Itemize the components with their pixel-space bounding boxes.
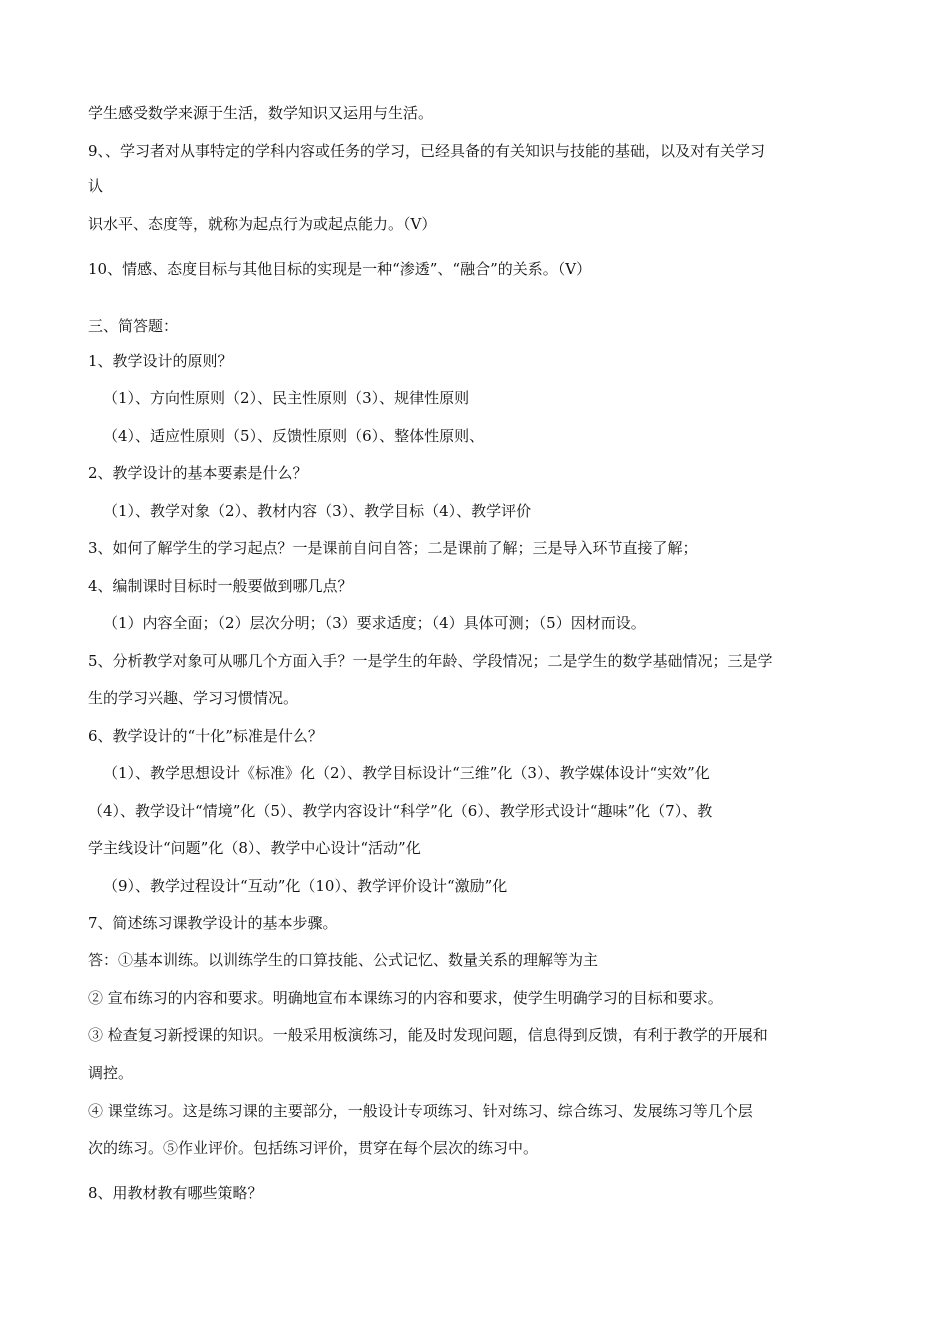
answer-line: （9）、教学过程设计“互动”化（10）、教学评价设计“激励”化 (103, 877, 508, 895)
answer-line: 次的练习。⑤作业评价。包括练习评价，贯穿在每个层次的练习中。 (88, 1139, 539, 1157)
answer-line: （4）、教学设计“情境”化（5）、教学内容设计“科学”化（6）、教学形式设计“趣味”化（7）、教 (88, 802, 713, 820)
answer-line: （1）、教学思想设计《标准》化（2）、教学目标设计“三维”化（3）、教学媒体设计“实效”化 (103, 764, 710, 782)
answer-line: 调控。 (88, 1064, 134, 1082)
question-heading: 5、分析教学对象可从哪几个方面入手？一是学生的年龄、学段情况；二是学生的数学基础情况；三是学 (88, 652, 773, 670)
question-heading: 3、如何了解学生的学习起点？一是课前自问自答；二是课前了解；三是导入环节直接了解； (88, 539, 698, 557)
text-line: 认 (88, 177, 104, 195)
question-heading: 7、简述练习课教学设计的基本步骤。 (88, 914, 338, 932)
answer-line: （1）、教学对象（2）、教材内容（3）、教学目标（4）、教学评价 (103, 502, 532, 520)
text-line: 9、、学习者对从事特定的学科内容或任务的学习，已经具备的有关知识与技能的基础，以及对有关学习 (88, 142, 766, 160)
section-heading: 三、简答题： (88, 317, 179, 335)
answer-line: 学主线设计“问题”化（8）、教学中心设计“活动”化 (88, 839, 421, 857)
question-heading: 8、用教材教有哪些策略？ (88, 1184, 263, 1202)
question-heading: 6、教学设计的“十化”标准是什么？ (88, 727, 323, 745)
text-line: 识水平、态度等，就称为起点行为或起点能力。（V） (88, 215, 437, 233)
answer-line: （1）内容全面；（2）层次分明；（3）要求适度；（4）具体可测；（5）因材而设。 (103, 614, 646, 632)
text-line: 生的学习兴趣、学习习惯情况。 (88, 689, 299, 707)
text-line: 10、情感、态度目标与其他目标的实现是一种“渗透”、“融合”的关系。（V） (88, 260, 592, 278)
text-line: 学生感受数学来源于生活，数学知识又运用与生活。 (88, 104, 434, 122)
answer-line: ④ 课堂练习。这是练习课的主要部分，一般设计专项练习、针对练习、综合练习、发展练习等几个层 (88, 1102, 753, 1120)
question-heading: 2、教学设计的基本要素是什么？ (88, 464, 308, 482)
answer-line: （4）、适应性原则（5）、反馈性原则（6）、整体性原则、 (103, 427, 485, 445)
answer-line: 答：①基本训练。以训练学生的口算技能、公式记忆、数量关系的理解等为主 (88, 951, 599, 969)
answer-line: ③ 检查复习新授课的知识。一般采用板演练习，能及时发现问题，信息得到反馈，有利于教学的开展和 (88, 1026, 768, 1044)
answer-line: ② 宣布练习的内容和要求。明确地宣布本课练习的内容和要求，使学生明确学习的目标和要求。 (88, 989, 723, 1007)
question-heading: 4、编制课时目标时一般要做到哪几点？ (88, 577, 353, 595)
question-heading: 1、教学设计的原则？ (88, 352, 233, 370)
answer-line: （1）、方向性原则（2）、民主性原则（3）、规律性原则 (103, 389, 470, 407)
